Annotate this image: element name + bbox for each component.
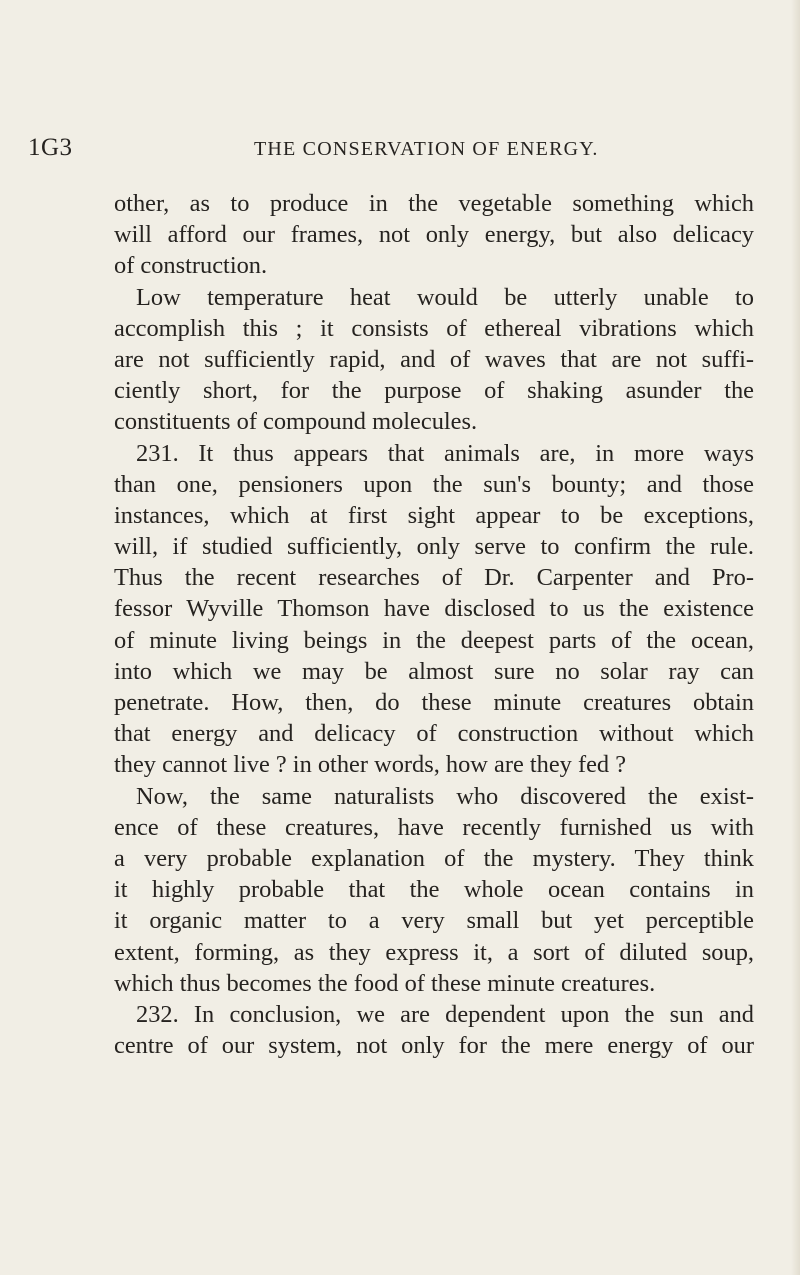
text-line: accomplish this ; it consists of ethereal vibrations which: [114, 314, 754, 342]
text-line: extent, forming, as they express it, a sort of diluted soup,: [114, 938, 754, 966]
body-text: [114, 188, 754, 1061]
text-line: penetrate. How, then, do these minute creatures obtain: [114, 689, 754, 716]
text-line: which thus becomes the food of these minute creatures.: [114, 969, 656, 997]
text-line: of construction.: [114, 252, 268, 280]
running-title: THE CONSERVATION OF ENERGY.: [254, 138, 599, 160]
text-line: into which we may be almost sure no solar ray can: [114, 657, 754, 685]
running-head: [0, 134, 800, 168]
text-line: fessor Wyville Thomson have disclosed to us the existence: [114, 595, 754, 623]
text-line: that energy and delicacy of construction without which: [114, 720, 754, 748]
text-line: centre of our system, not only for the mere energy of our: [114, 1032, 754, 1060]
text-line: Low temperature heat would be utterly unable to: [136, 283, 754, 311]
text-line: will afford our frames, not only energy, but also delicacy: [114, 221, 754, 249]
text-line: ciently short, for the purpose of shaking asunder the: [114, 377, 754, 405]
text-line: Now, the same naturalists who discovered the exist-: [136, 782, 754, 810]
text-line: than one, pensioners upon the sun's bounty; and those: [114, 470, 754, 498]
page-edge-shadow: [791, 0, 800, 1275]
text-line: constituents of compound molecules.: [114, 408, 478, 436]
text-line: it highly probable that the whole ocean contains in: [114, 876, 754, 904]
text-line: a very probable explanation of the mystery. They think: [114, 844, 754, 872]
text-line: they cannot live ? in other words, how are they fed ?: [114, 751, 627, 779]
text-line: 231. It thus appears that animals are, in more ways: [136, 439, 754, 467]
text-line: it organic matter to a very small but yet perceptible: [114, 907, 754, 935]
page-number: 1G3: [28, 134, 73, 161]
text-line: will, if studied sufficiently, only serve to confirm the rule.: [114, 533, 754, 561]
text-line: ence of these creatures, have recently furnished us with: [114, 813, 754, 841]
text-line: other, as to produce in the vegetable something which: [114, 190, 754, 217]
text-line: are not sufficiently rapid, and of waves that are not suffi-: [114, 345, 754, 373]
text-line: instances, which at first sight appear to be exceptions,: [114, 501, 754, 529]
text-line: of minute living beings in the deepest parts of the ocean,: [114, 626, 754, 654]
text-line: 232. In conclusion, we are dependent upon the sun and: [136, 1000, 754, 1028]
text-line: Thus the recent researches of Dr. Carpenter and Pro-: [114, 564, 754, 592]
